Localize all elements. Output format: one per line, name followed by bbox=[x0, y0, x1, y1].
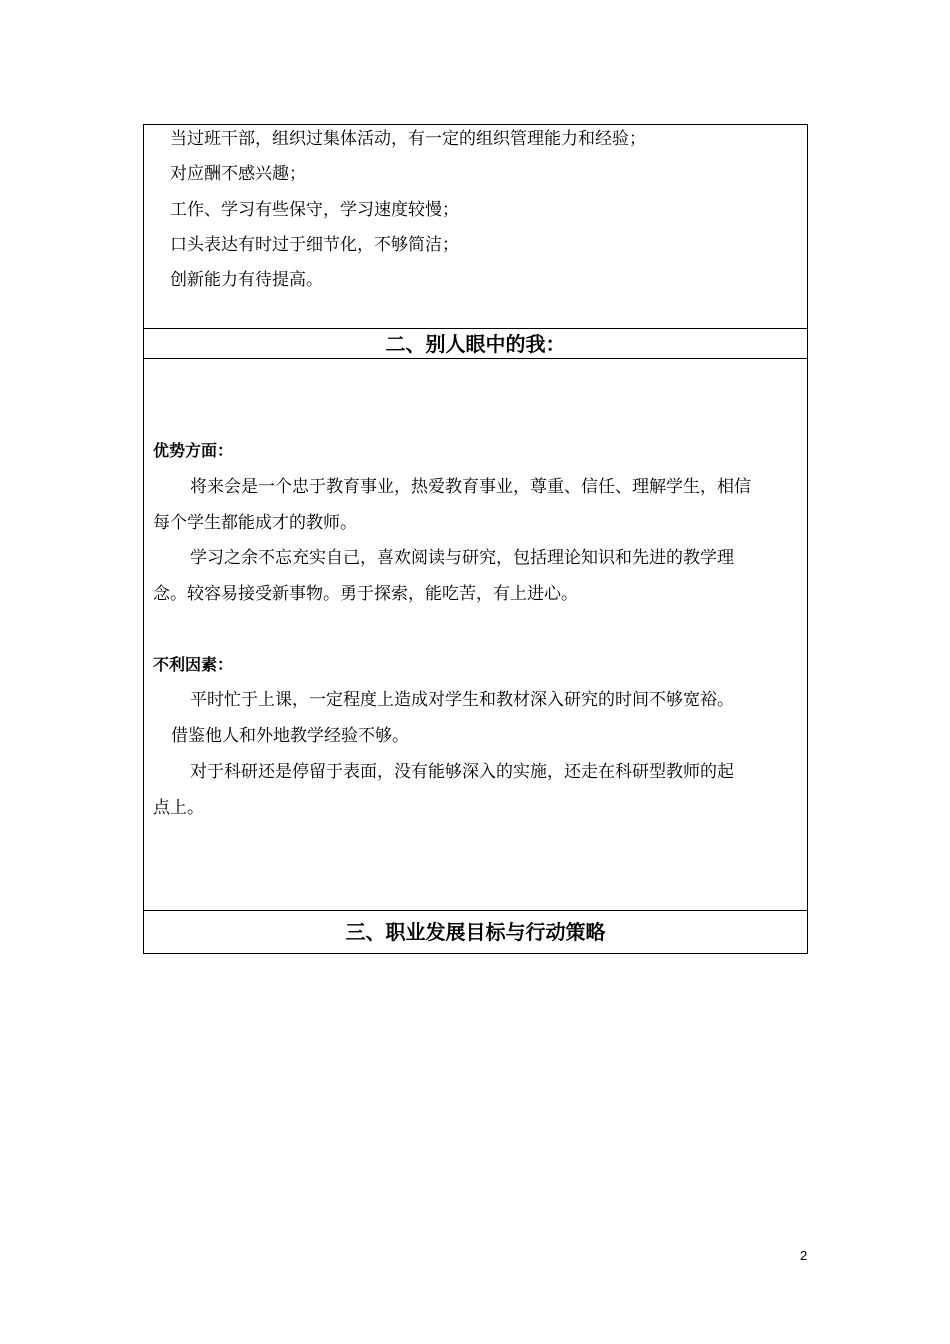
section-2-header-cell bbox=[144, 329, 807, 359]
text-line: 念。较容易接受新事物。勇于探索，能吃苦，有上进心。 bbox=[153, 584, 578, 604]
page-number: 2 bbox=[800, 1248, 808, 1263]
text-line: 平时忙于上课，一定程度上造成对学生和教材深入研究的时间不够宽裕。 bbox=[190, 690, 734, 710]
section-heading: 二、别人眼中的我： bbox=[385, 332, 566, 356]
text-line: 当过班干部，组织过集体活动，有一定的组织管理能力和经验； bbox=[170, 129, 646, 149]
text-line: 创新能力有待提高。 bbox=[170, 270, 323, 290]
text-line: 学习之余不忘充实自己，喜欢阅读与研究，包括理论知识和先进的教学理 bbox=[190, 548, 734, 568]
section-3-header-cell bbox=[144, 911, 807, 953]
text-line: 点上。 bbox=[153, 798, 204, 818]
text-line: 口头表达有时过于细节化，不够简洁； bbox=[170, 235, 459, 255]
text-line: 工作、学习有些保守，学习速度较慢； bbox=[170, 200, 459, 220]
document-table bbox=[143, 124, 808, 954]
disadvantages-label: 不利因素： bbox=[153, 655, 234, 674]
section-heading: 三、职业发展目标与行动策略 bbox=[345, 920, 606, 944]
self-assessment-cell bbox=[144, 125, 807, 329]
text-line: 对应酬不感兴趣； bbox=[170, 164, 306, 184]
text-line: 将来会是一个忠于教育事业，热爱教育事业，尊重、信任、理解学生，相信 bbox=[190, 477, 751, 497]
advantages-label: 优势方面： bbox=[153, 441, 234, 460]
others-view-cell bbox=[144, 359, 807, 911]
text-line: 对于科研还是停留于表面，没有能够深入的实施，还走在科研型教师的起 bbox=[190, 762, 734, 782]
text-line: 每个学生都能成才的教师。 bbox=[153, 513, 357, 533]
text-line: 借鉴他人和外地教学经验不够。 bbox=[171, 726, 409, 746]
